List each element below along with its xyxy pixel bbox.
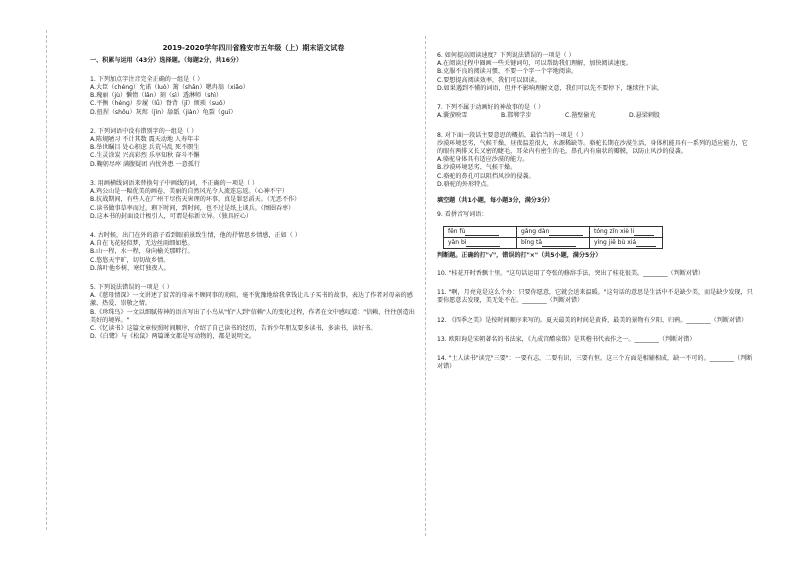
- question-7: [437, 104, 753, 120]
- binding-margin: [0, 0, 56, 562]
- left-column: [90, 44, 417, 342]
- pinyin-cell[interactable]: [590, 226, 663, 237]
- option: C.凿壁偷光: [565, 112, 596, 120]
- option: A.在阅读过程中圈画一些关键词句，可以帮助我们理解，加快阅读速度。: [437, 60, 632, 68]
- pinyin-cell[interactable]: [517, 226, 590, 237]
- question-6: [437, 52, 753, 93]
- judge-question: 11. "啊，月亮竟是这么个办：只要你愿意，它就会送来温暖。"这句话的意思是生活中不是缺少美，而是缺少发现，只要你愿意去发现，美无处不在。________（判断对错）: [437, 289, 753, 305]
- option: A.鸡公山是一幅优美的画卷，美丽的自然风光令人流连忘返。（心神不宁）: [90, 188, 288, 196]
- option: D.落叶他乡树，寒灯独夜人。: [90, 264, 170, 272]
- question-stem: 6. 如何提高阅读速度？下列说法错误的一项是（ ）: [437, 52, 575, 59]
- option: B.瑰丽（jù）懒惰（lǎn）刻（sì）透淋师（shì）: [90, 92, 223, 100]
- option: D.悬梁刺股: [629, 112, 661, 120]
- column-divider: [425, 36, 426, 536]
- option: B.《珍珠鸟》一文以细腻传神的语言写出了小鸟从"怕"人到"信赖"人的变化过程，作者在文中感叹道："信赖，往往创造出美好的境界。": [90, 308, 415, 324]
- question-stem: 5. 下列说法错误的一项是（ ）: [90, 284, 173, 292]
- answer-blank[interactable]: [636, 240, 656, 247]
- pinyin-text: bǐng tā: [521, 238, 543, 246]
- option: A.陈规陋习 不计其数 震天动地 人寿年丰: [90, 135, 200, 143]
- question-stem: 7. 下列不属于动画好的神故事的是（ ）: [437, 104, 545, 112]
- option: B.山一程，水一程，身向榆关那畔行。: [90, 248, 194, 256]
- section-heading-fill: 填空题（共1小题，每小题3分，满分3分）: [437, 197, 554, 205]
- judge-question: 12. 《四季之美》是按时间顺序来写的。夏天最美的时间是黄昏，最美的景物有夕阳、归鸦。________（判断对错）: [437, 316, 748, 324]
- pinyin-cell[interactable]: [590, 237, 663, 248]
- reading-passage: 沙漠环境恶劣，气候干燥，昼夜温差很大，水源稀缺等。骆驼长期在沙漠生活，身体机能具有一系列的适应能力，它的眼有两排又长又密的睫毛，耳朵内有密生的毛，鼻孔内有扇状的瓣膜，以防止风沙的侵袭。: [437, 139, 748, 155]
- question-3: [90, 180, 417, 221]
- pinyin-text: yǎn bì: [448, 238, 467, 246]
- option: D.骆驼的外形特点。: [437, 180, 493, 188]
- option: C.读书做事草率而过，剩下时间，到时间，也不过是纸上谈兵。（囫囵吞枣）: [90, 204, 295, 212]
- answer-blank[interactable]: [634, 229, 654, 236]
- option: B.抗战期间，有些人在广州干尽伤天害理的坏事，真是罪恶滔天。（无恶不作）: [90, 196, 301, 204]
- answer-blank[interactable]: [465, 229, 499, 236]
- option: D.这本书的封面设计极引人，可谓是标新立异。（独具匠心）: [90, 212, 253, 220]
- section-heading-judge: 判断题。正确的打"√"，错误的打"×"（共5小题，满分5分）: [437, 251, 602, 259]
- option: C.要想提高阅读效率，我们可以回读。: [437, 76, 541, 84]
- question-8: [437, 132, 753, 190]
- question-stem: 4. 古时候，出门在外的游子看到眼前景致生情，他的抒情思乡情感，正如（ ）: [90, 231, 301, 239]
- pinyin-table: [443, 226, 663, 249]
- option: C.悠悠天宇旷，切切故乡情。: [90, 256, 170, 264]
- option: A.自在飞花轻似梦，无边丝雨细如愁。: [90, 240, 194, 248]
- option: B.举世瞩目 处心积虑 兵荒马乱 死不瞑生: [90, 144, 200, 152]
- table-row: [444, 237, 663, 248]
- table-row: [444, 226, 663, 237]
- answer-blank[interactable]: [549, 229, 583, 236]
- binding-line: [46, 30, 47, 530]
- pinyin-text: tóng zǐn xiè li: [594, 227, 635, 235]
- right-column: [437, 52, 753, 371]
- question-stem: 3. 用画横线词语来替换句子中画线的词，不正确的一项是（ ）: [90, 179, 259, 187]
- option: A.囊萤映雪: [437, 112, 468, 120]
- question-5: [90, 284, 417, 342]
- answer-blank[interactable]: [542, 240, 576, 247]
- option: C.骆驼的鼻孔可以阻挡风沙的侵袭。: [437, 172, 535, 180]
- pinyin-cell[interactable]: [444, 237, 517, 248]
- pinyin-text: yíng jiē bù xiá: [594, 238, 637, 246]
- question-stem: 2. 下列词语中没有错别字的一组是（ ）: [90, 127, 198, 135]
- option: B.邯郸学步: [501, 112, 532, 120]
- question-stem: 1. 下列加点字注音完全正确的一组是（ ）: [90, 75, 204, 83]
- option: B.沙漠环境恶劣、气候干燥。: [437, 164, 517, 172]
- judge-question: 14. "士人读书"读完"三要"：一要有志，二要有识，三要有恒。这三个方面是相辅相成，缺一不可的。________（判断对错）: [437, 355, 753, 371]
- option: A.骆驼身体具有适应沙漠的能力。: [437, 156, 529, 164]
- option: D.《白鹭》与《松鼠》两篇课文都是写动物的，都是说明文。: [90, 333, 256, 341]
- pinyin-text: fēn fù: [448, 227, 466, 235]
- option: C.平衡（hénɡ）步履（lǚ）脊背（jǐ）烦琐（suǒ）: [90, 100, 229, 108]
- option: B.克服不良的阅读习惯，不要一个字一个字地阅读。: [437, 68, 578, 76]
- pinyin-text: gǎng dàn: [521, 227, 550, 235]
- section-heading: 一、积累与运用（43分）选择题。（每题2分，共16分）: [90, 57, 243, 65]
- option: C.生灵涂炭 兴高彩烈 乐享知秋 奋斗不懈: [90, 152, 200, 160]
- judge-question: 10. "桂花开时香飘十里。"这句话运用了夸张的修辞手法，突出了桂花很美。________（判断对错）: [437, 269, 705, 277]
- answer-blank[interactable]: [466, 240, 500, 247]
- question-4: [90, 232, 417, 273]
- pinyin-cell[interactable]: [444, 226, 517, 237]
- option: A.大臣（chénɡ）允诺（luò）篱（shān）嗯冉翁（xiǎo）: [90, 83, 249, 91]
- option: D.扭捏（shǒu）灰烬（jìn）舔舐（jiàn）龟裂（ɡuī）: [90, 108, 237, 116]
- option: D.如果遇到不懂的词语，但并不影响理解文意，我们可以先不要停下，继续往下读。: [437, 84, 664, 92]
- exam-title: 2019-2020学年四川省雅安市五年级（上）期末语文试卷: [162, 44, 345, 52]
- option: D.鞠躬尽瘁 满腹疑团 内忧外患 一意孤行: [90, 160, 200, 168]
- question-9: 9. 看拼音写词语：: [437, 211, 488, 219]
- question-2: [90, 128, 417, 169]
- option: A.《慈母情深》一文讲述了贫苦的母亲不顾同事的劝阻，毫不犹豫地给我拿钱让儿子买书的故事，表达了作者对母亲的感激、热爱、崇敬之情。: [90, 292, 413, 308]
- judge-question: 13. 欧阳询是宋朝著名的书法家，《九成宫醴泉铭》是其楷书代表作之一。________（判断对错）: [437, 335, 696, 343]
- question-stem: 8. 对下面一段话主要意思的概括，最恰当的一项是（ ）: [437, 131, 587, 139]
- option-row: [437, 112, 753, 120]
- question-1: [90, 76, 417, 117]
- pinyin-cell[interactable]: [517, 237, 590, 248]
- option: C.《忆读书》这篇文章按照时间顺序，介绍了自己读书的经历，告诉少年朋友要多读书，多读书，读好书。: [90, 325, 377, 333]
